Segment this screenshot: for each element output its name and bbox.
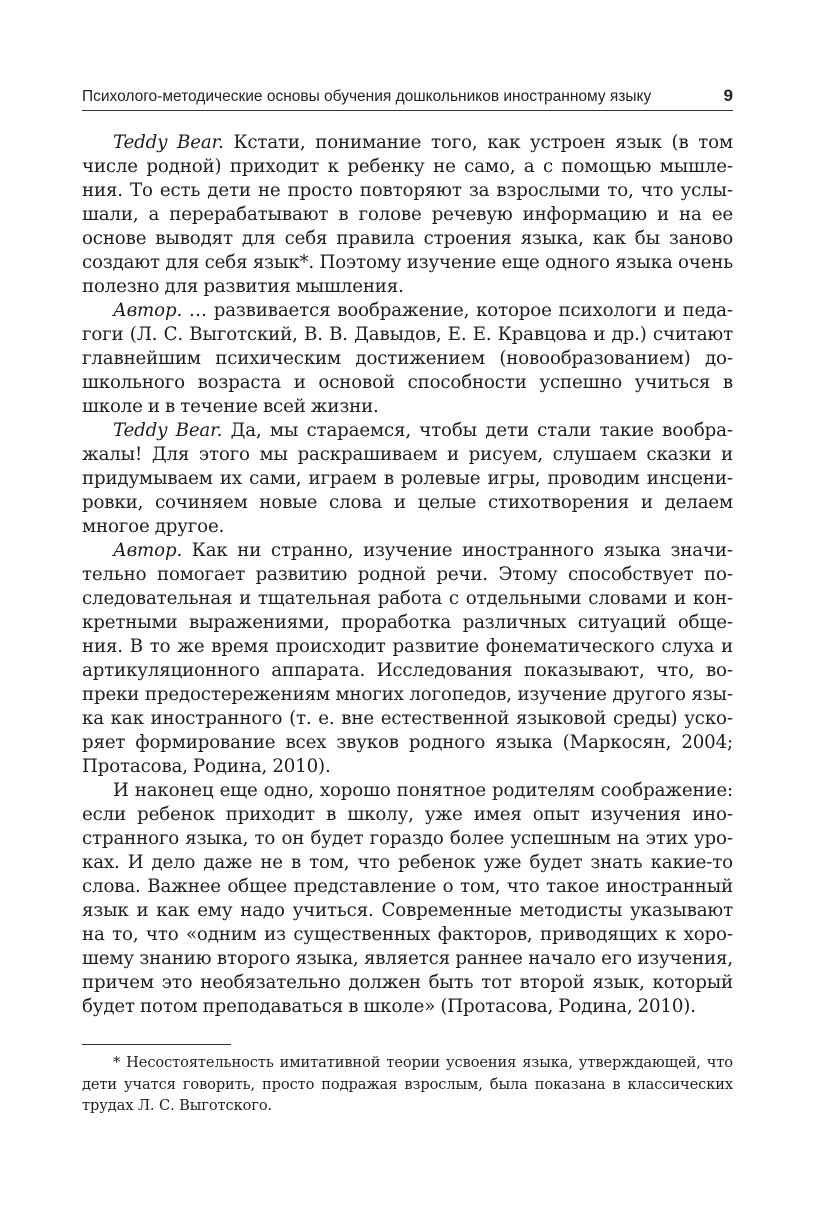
paragraph-text: … развивается воображение, которое психологи и педагоги (Л. С. Выготский, В. В. Давыдов, Е. Е. Кравцова и др.) считают главнейшим психическим достижением (новообразованием) дошкольного возраста и основой способности успешно учиться в школе и в течение всей жизни. (82, 300, 733, 417)
paragraph-2 (82, 299, 733, 419)
main-text (82, 131, 733, 1019)
footnote-divider (82, 1044, 231, 1045)
paragraph-3 (82, 419, 733, 539)
paragraph-1 (82, 131, 733, 299)
paragraph-5 (82, 779, 733, 1019)
speaker-label: Teddy Bear. (113, 132, 224, 153)
paragraph-text: И наконец еще одно, хорошо понятное родителям соображение: если ребенок приходит в школу, уже имея опыт изучения иностранного языка, то он будет гораздо более успешным на этих уроках. И дело даже не в том, что ребенок уже будет знать какие-то слова. Важнее общее представление о том, что такое иностранный язык и как ему надо учиться. Современные методисты указывают на то, что «одним из существенных факторов, приводящих к хорошему знанию второго языка, является раннее начало его изучения, причем это необязательно должен быть тот второй язык, который будет потом преподаваться в школе» (Протасова, Родина, 2010). (82, 780, 733, 1017)
speaker-label: Автор. (113, 540, 183, 561)
running-title: Психолого-методические основы обучения дошкольников иностранному языку (82, 88, 652, 105)
book-page (82, 0, 733, 1211)
paragraph-text: Кстати, понимание того, как устроен язык (в том числе родной) приходит к ребенку не само, а с помощью мышления. То есть дети не просто повторяют за взрослыми то, что услышали, а перерабатывают в голове речевую информацию и на ее основе выводят для себя правила строения языка, как бы заново создают для себя язык*. Поэтому изучение еще одного языка очень полезно для развития мышления. (82, 132, 733, 297)
running-head (82, 84, 733, 111)
speaker-label: Teddy Bear. (113, 420, 223, 441)
paragraph-text: Да, мы стараемся, чтобы дети стали такие воображалы! Для этого мы раскрашиваем и рисуем, слушаем сказки и придумываем их сами, играем в ролевые игры, проводим инсценировки, сочиняем новые слова и целые стихотворения и делаем многое другое. (82, 420, 734, 537)
paragraph-text: Как ни странно, изучение иностранного языка значительно помогает развитию родной речи. Этому способствует последовательная и тщательная работа с отдельными словами и конкретными выражениями, проработка различных ситуаций общения. В то же время происходит развитие фонематического слуха и артикуляционного аппарата. Исследования показывают, что, вопреки предостережениям многих логопедов, изучение другого языка как иностранного (т. е. вне естественной языковой среды) ускоряет формирование всех звуков родного языка (Маркосян, 2004; Протасова, Родина, 2010). (82, 540, 733, 777)
page-number: 9 (723, 86, 733, 105)
speaker-label: Автор. (113, 300, 183, 321)
footnote-text: * Несостоятельность имитативной теории усвоения языка, утверждающей, что дети учатся говорить, просто подражая взрослым, была показана в классических трудах Л. С. Выготского. (82, 1054, 733, 1114)
paragraph-4 (82, 539, 733, 779)
footnote (82, 1052, 733, 1117)
